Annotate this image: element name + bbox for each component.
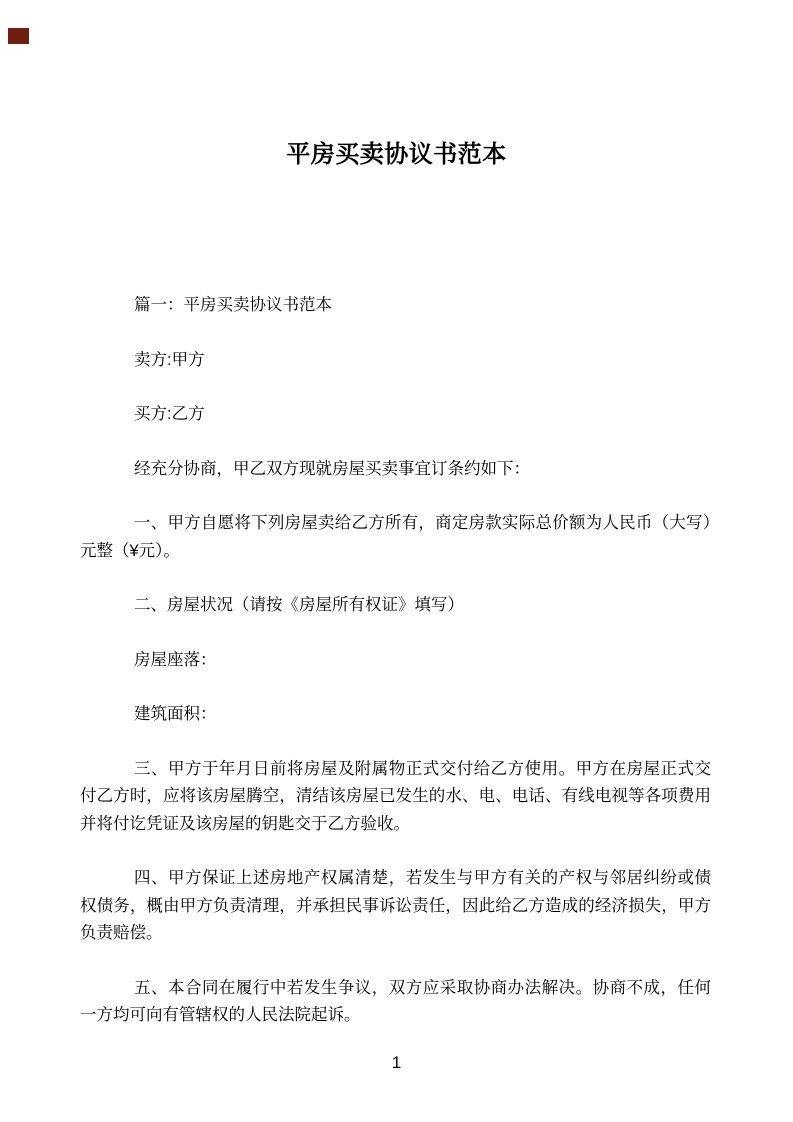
document-body	[0, 170, 793, 1030]
clause-3: 三、甲方于年月日前将房屋及附属物正式交付给乙方使用。甲方在房屋正式交付乙方时，应将该房屋腾空，清结该房屋已发生的水、电、电话、有线电视等各项费用并将付讫凭证及该房屋的钥匙交于乙方验收。	[80, 759, 711, 833]
seller-line: 卖方:甲方	[134, 350, 205, 369]
buyer-line: 买方:乙方	[134, 405, 205, 423]
clause-5: 五、本合同在履行中若发生争议，双方应采取协商办法解决。协商不成，任何一方均可向有管辖权的人民法院起诉。	[80, 978, 711, 1024]
document-title: 平房买卖协议书范本	[286, 141, 507, 168]
corner-mark	[8, 28, 29, 44]
clause-4: 四、甲方保证上述房地产权属清楚，若发生与甲方有关的产权与邻居纠纷或债权债务，概由甲方负责清理，并承担民事诉讼责任，因此给乙方造成的经济损失，甲方负责赔偿。	[80, 869, 711, 942]
building-area-field: 建筑面积：	[134, 705, 217, 723]
section-heading: 篇一：平房买卖协议书范本	[134, 296, 332, 314]
clause-1: 一、甲方自愿将下列房屋卖给乙方所有，商定房款实际总价额为人民币（大写）元整（¥元）。	[80, 514, 711, 560]
page-number: 1	[391, 1053, 402, 1072]
intro-line: 经充分协商，甲乙双方现就房屋买卖事宜订条约如下：	[134, 459, 530, 478]
house-location-field: 房屋座落：	[134, 650, 217, 669]
clause-2: 二、房屋状况（请按《房屋所有权证》填写）	[134, 596, 464, 614]
